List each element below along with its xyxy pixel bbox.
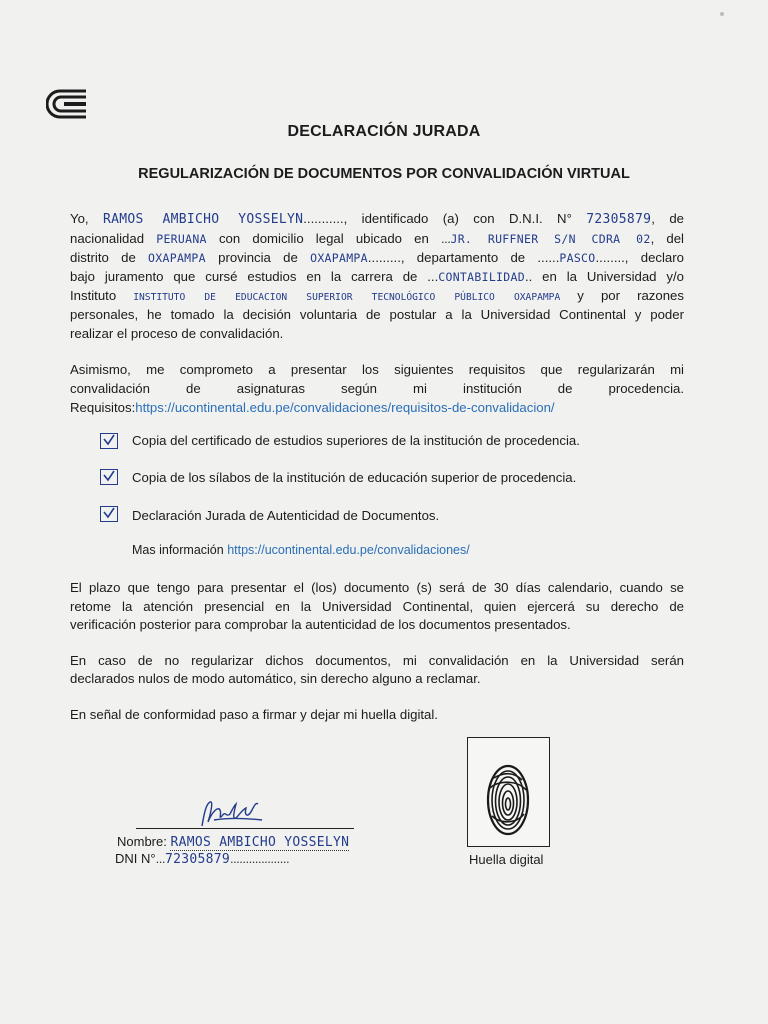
text-segment: ........, declaro bbox=[595, 250, 684, 265]
requirement-item-1: Copia del certificado de estudios superiores de la institución de procedencia. bbox=[132, 433, 580, 448]
text-segment: ... bbox=[440, 231, 451, 246]
address-field: JR. RUFFNER S/N CDRA 02 bbox=[450, 232, 651, 246]
nullity-line-1: En caso de no regularizar dichos documentos, mi convalidación en la Universidad serán bbox=[70, 653, 684, 668]
province-field: OXAPAMPA bbox=[310, 251, 368, 265]
text-segment: ........., departamento de ...... bbox=[367, 250, 560, 265]
district-field: OXAPAMPA bbox=[148, 251, 206, 265]
department-field: PASCO bbox=[559, 251, 596, 265]
text-segment: , del bbox=[650, 231, 684, 246]
university-logo-icon bbox=[46, 88, 90, 120]
declaration-line-6: personales, he tomado la decisión voluntaria de postular a la Universidad Continental y poder bbox=[70, 307, 684, 322]
dni-value: 72305879 bbox=[164, 852, 230, 867]
scan-speck bbox=[720, 12, 724, 16]
signer-dni bbox=[115, 851, 289, 867]
text-segment: ..........., identificado (a) con D.N.I. N° bbox=[303, 211, 587, 226]
signer-name bbox=[117, 834, 349, 850]
term-line-2: retome la atención presencial en la Universidad Continental, quien ejercerá su derecho de bbox=[70, 599, 684, 614]
dni-field: 72305879 bbox=[586, 212, 652, 227]
fingerprint-box bbox=[467, 737, 550, 847]
text-segment: .. en la Universidad y/o bbox=[524, 269, 684, 284]
text-segment: ... bbox=[155, 851, 165, 866]
text-segment: Yo, bbox=[70, 211, 103, 226]
nationality-field: PERUANA bbox=[156, 232, 207, 246]
page-title: DECLARACIÓN JURADA bbox=[287, 123, 481, 140]
text-segment: Instituto bbox=[70, 288, 134, 303]
text-segment: provincia de bbox=[205, 250, 311, 265]
text-segment: distrito de bbox=[70, 250, 149, 265]
commitment-line-3 bbox=[70, 398, 684, 417]
text-segment: y por razones bbox=[560, 288, 684, 303]
more-info bbox=[132, 543, 470, 557]
declaration-line-4 bbox=[70, 267, 684, 287]
requisitos-label: Requisitos: bbox=[70, 400, 136, 415]
nombre-value: RAMOS AMBICHO YOSSELYN bbox=[170, 835, 350, 850]
institute-field: INSTITUTO DE EDUCACION SUPERIOR TECNOLÓGICO PÚBLICO OXAPAMPA bbox=[133, 292, 561, 303]
dni-label: DNI N° bbox=[115, 851, 156, 866]
requirement-item-2: Copia de los sílabos de la institución de educación superior de procedencia. bbox=[132, 470, 577, 485]
commitment-line-2: convalidación de asignaturas según mi institución de procedencia. bbox=[70, 381, 684, 396]
term-line-1: El plazo que tengo para presentar el (los) documento (s) será de 30 días calendario, cuando se bbox=[70, 580, 684, 595]
declaration-line-1 bbox=[70, 209, 684, 229]
handwritten-signature-icon bbox=[196, 796, 266, 832]
career-field: CONTABILIDAD bbox=[438, 270, 525, 284]
declaration-line-5 bbox=[70, 286, 684, 307]
checkmark-icon bbox=[102, 507, 116, 519]
checkmark-icon bbox=[102, 434, 116, 446]
fingerprint-label: Huella digital bbox=[469, 852, 544, 867]
checkmark-icon bbox=[102, 470, 116, 482]
term-line-3: verificación posterior para comprobar la autenticidad de los documentos presentados. bbox=[70, 617, 571, 632]
fingerprint-icon bbox=[468, 738, 549, 846]
requirement-checkbox-3[interactable] bbox=[100, 506, 118, 522]
nullity-line-2: declarados nulos de modo automático, sin derecho alguno a reclamar. bbox=[70, 671, 481, 686]
declaration-line-7: realizar el proceso de convalidación. bbox=[70, 326, 284, 341]
page-subtitle: REGULARIZACIÓN DE DOCUMENTOS POR CONVALIDACIÓN VIRTUAL bbox=[138, 166, 630, 182]
more-info-label: Mas información bbox=[132, 543, 228, 557]
requirement-checkbox-1[interactable] bbox=[100, 433, 118, 449]
text-segment: con domicilio legal ubicado en bbox=[206, 231, 441, 246]
commitment-line-1: Asimismo, me comprometo a presentar los siguientes requisitos que regularizarán mi bbox=[70, 362, 684, 377]
text-segment: ................... bbox=[229, 851, 290, 866]
declaration-line-2 bbox=[70, 229, 684, 249]
signature-line bbox=[136, 828, 354, 829]
name-field: RAMOS AMBICHO YOSSELYN bbox=[103, 212, 304, 227]
nombre-label: Nombre: bbox=[117, 834, 171, 849]
text-segment: nacionalidad bbox=[70, 231, 157, 246]
text-segment: bajo juramento que cursé estudios en la carrera de ... bbox=[70, 269, 439, 284]
more-info-link[interactable]: https://ucontinental.edu.pe/convalidaciones/ bbox=[227, 543, 470, 557]
conformity-line: En señal de conformidad paso a firmar y dejar mi huella digital. bbox=[70, 707, 438, 722]
requisitos-link[interactable]: https://ucontinental.edu.pe/convalidaciones/requisitos-de-convalidacion/ bbox=[135, 400, 555, 415]
requirement-checkbox-2[interactable] bbox=[100, 469, 118, 485]
requirement-item-3: Declaración Jurada de Autenticidad de Documentos. bbox=[132, 508, 440, 523]
declaration-line-3 bbox=[70, 248, 684, 268]
text-segment: , de bbox=[651, 211, 685, 226]
